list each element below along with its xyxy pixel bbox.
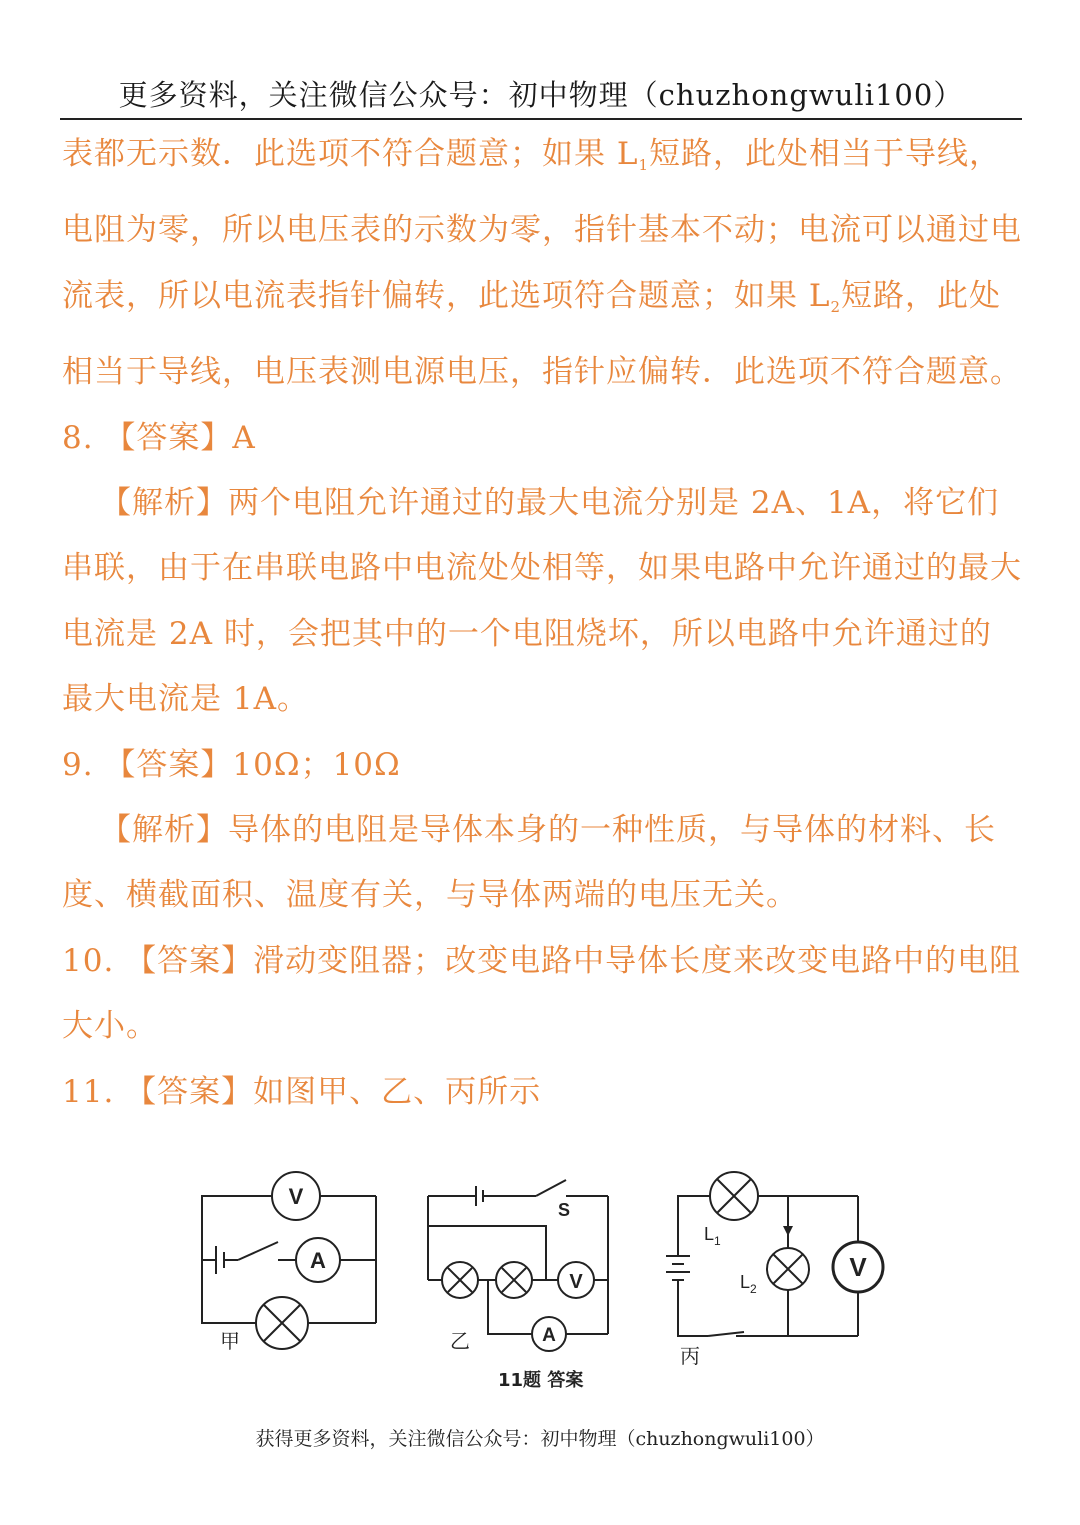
voltmeter-label: V: [288, 1184, 304, 1209]
q9-analysis: 【解析】导体的电阻是导体本身的一种性质，与导体的材料、长度、横截面积、温度有关，与导体两端的电压无关。: [62, 812, 996, 914]
subscript: 2: [830, 297, 841, 316]
answer-content: [62, 122, 1022, 1125]
subscript: 1: [638, 156, 649, 174]
q10-answer: 10. 【答案】滑动变阻器；改变电路中导体长度来改变电路中的电阻大小。: [62, 942, 1022, 1045]
page-header: 更多资料，关注微信公众号：初中物理（chuzhongwuli100）: [60, 72, 1022, 120]
arrow-marker: [783, 1226, 793, 1236]
ammeter-label: A: [542, 1325, 556, 1346]
lamp2-label: $L_2$: [740, 1272, 757, 1296]
switch-label: S: [558, 1200, 571, 1220]
diagram-label-yi: 乙: [450, 1329, 470, 1353]
q7-analysis-continued: 表都无示数．此选项不符合题意；如果 $L_1$短路，此处相当于导线，电阻为零，所以电压表的示数为零，指针基本不动；电流可以通过电流表，所以电流表指针偏转，此选项符合题意；如果 $L_2$短路，此处相当于导线，电压表测电源电压，指针应偏转．此选项不符合题意。: [62, 136, 1022, 391]
ammeter-label: A: [310, 1248, 326, 1273]
q9-answer: 9. 【答案】10Ω；10Ω: [62, 746, 401, 783]
circuit-yi: [428, 1180, 608, 1351]
q11-answer: 11. 【答案】如图甲、乙、丙所示: [62, 1073, 542, 1110]
diagram-label-bing: 丙: [680, 1344, 700, 1368]
q8-analysis: 【解析】两个电阻允许通过的最大电流分别是 2A、1A，将它们串联，由于在串联电路中电流处处相等，如果电路中允许通过的最大电流是 2A 时，会把其中的一个电阻烧坏，所以电路中允许通过的最大电流是 1A。: [62, 485, 1022, 718]
lamp1-label: $L_1$: [704, 1224, 721, 1248]
page-footer: 获得更多资料，关注微信公众号：初中物理（chuzhongwuli100）: [255, 1428, 825, 1450]
voltmeter-label: V: [569, 1271, 583, 1293]
figure-caption: 11题 答案: [498, 1370, 584, 1391]
q8-answer: 8. 【答案】A: [62, 419, 256, 456]
circuit-figure: [196, 1168, 896, 1398]
diagram-label-jia: 甲: [220, 1329, 240, 1353]
voltmeter-label: V: [849, 1252, 867, 1282]
circuit-diagrams: [196, 1168, 896, 1398]
